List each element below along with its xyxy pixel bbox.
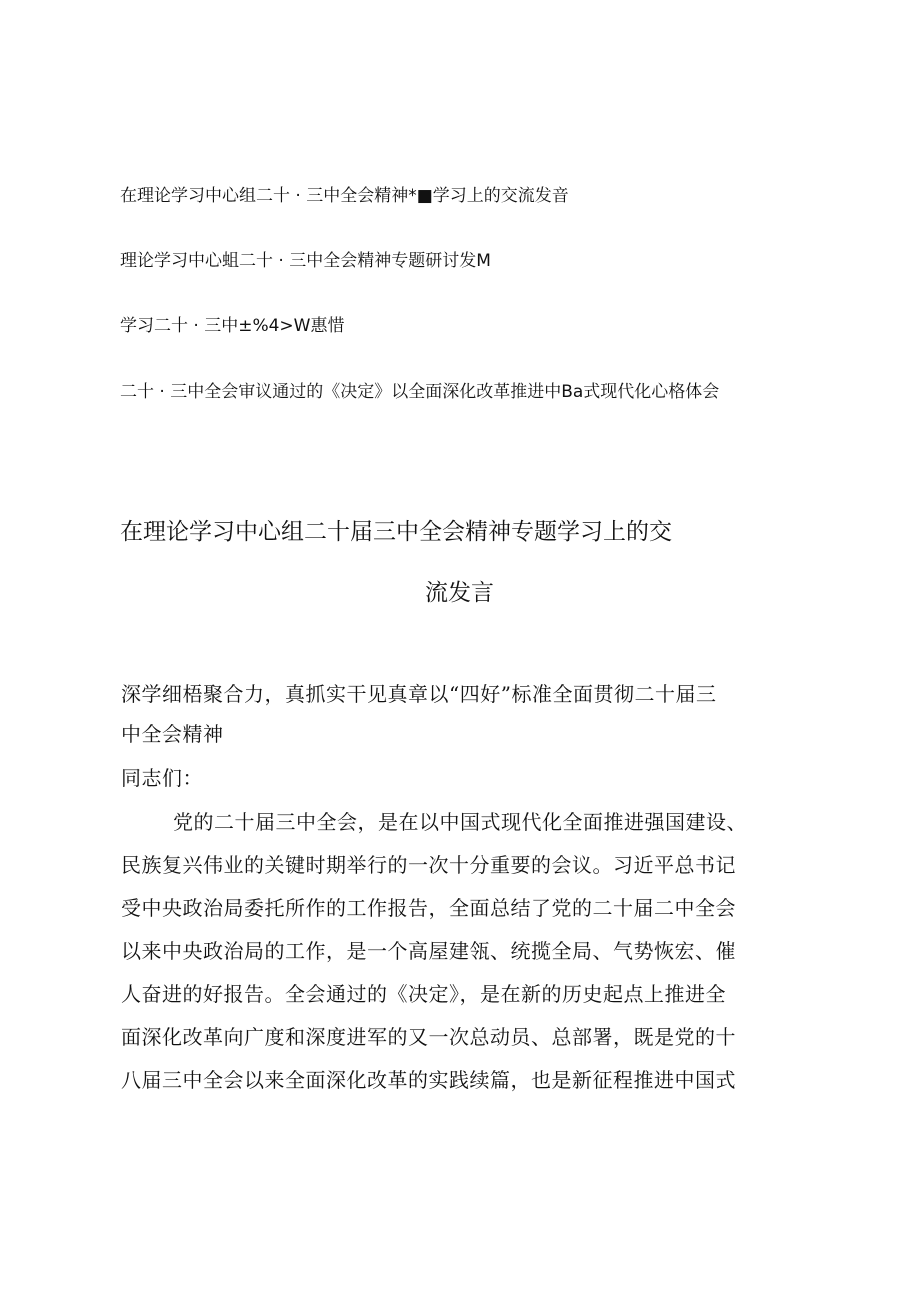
toc-item-1: 在理论学习中心组二十 · 三中全会精神*■学习上的交流发音 [120, 186, 569, 206]
body-line: 以来中央政治局的工作，是一个高屋建瓴、统揽全局、气势恢宏、催 [121, 939, 736, 963]
body-line: 面深化改革向广度和深度进军的又一次总动员、总部署，既是党的十 [121, 1025, 736, 1049]
title-line-2: 流发言 [425, 580, 494, 606]
toc-item-3: 学习二十 · 三中±%4>W惠惜 [120, 316, 345, 336]
body-line: 民族复兴伟业的关键时期举行的一次十分重要的会议。习近平总书记 [121, 853, 736, 877]
toc-item-4: 二十 · 三中全会审议通过的《决定》以全面深化改革推进中Ba式现代化心格体会 [120, 382, 720, 402]
salutation: 同志们： [121, 766, 203, 790]
title-line-1: 在理论学习中心组二十届三中全会精神专题学习上的交 [120, 519, 672, 545]
toc-item-2: 理论学习中心蛆二十 · 三中全会精神专题研讨发M [120, 251, 491, 271]
body-line: 受中央政治局委托所作的工作报告，全面总结了党的二十届二中全会 [121, 896, 736, 920]
body-line: 党的二十届三中全会，是在以中国式现代化全面推进强国建设、 [173, 810, 747, 834]
body-line: 人奋进的好报告。全会通过的《决定》，是在新的历史起点上推进全 [121, 982, 726, 1006]
subtitle-line-1: 深学细梧聚合力，真抓实干见真章以“四好”标准全面贯彻二十届三 [121, 682, 717, 706]
subtitle-line-2: 中全会精神 [121, 722, 224, 746]
body-line: 八届三中全会以来全面深化改革的实践续篇，也是新征程推进中国式 [121, 1068, 736, 1092]
